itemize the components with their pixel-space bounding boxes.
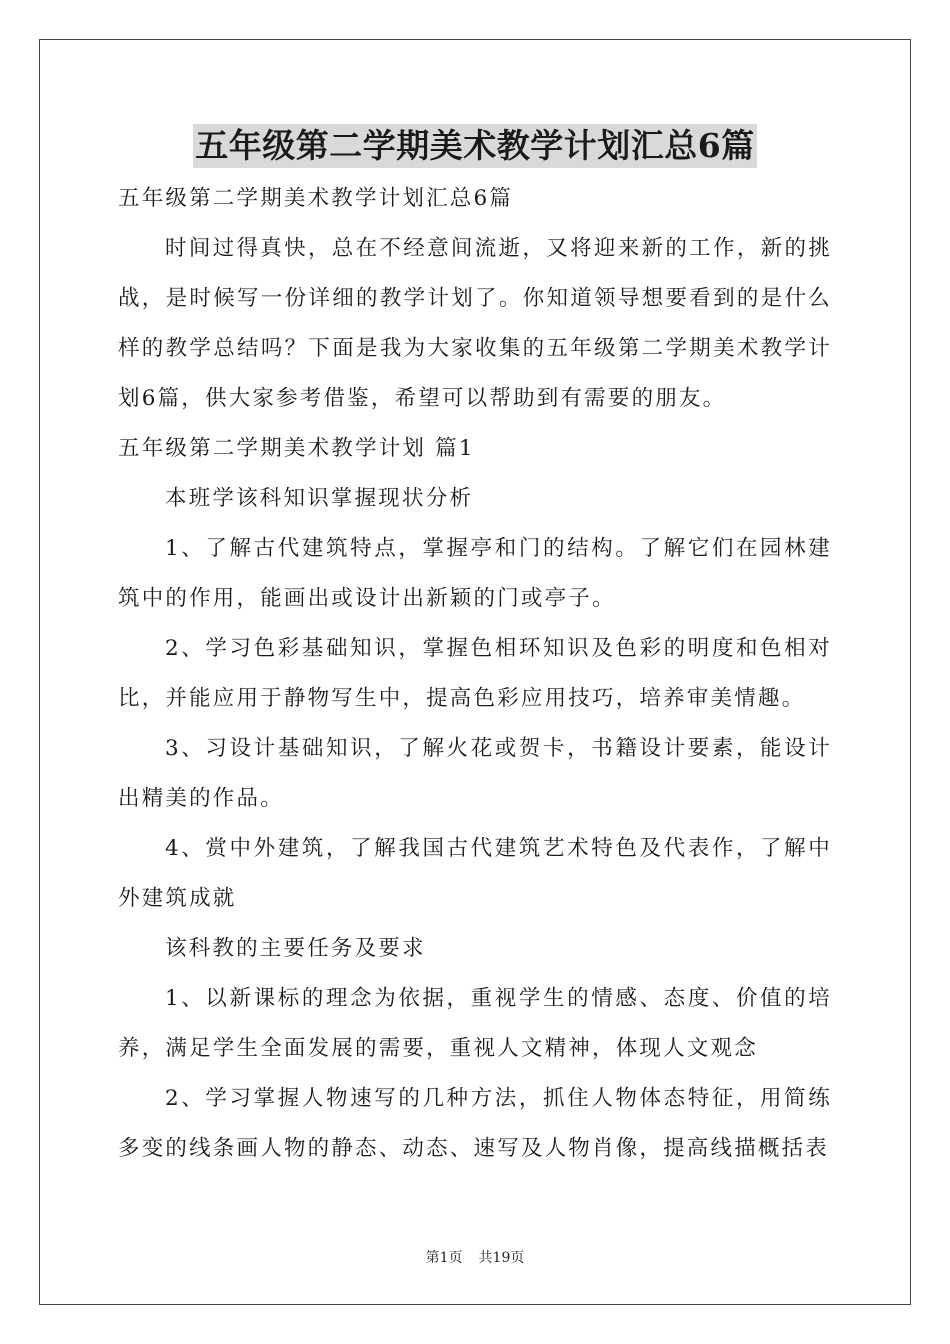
paragraph: 2、学习掌握人物速写的几种方法，抓住人物体态特征，用简练多变的线条画人物的静态、动态、速写及人物肖像，提高线描概括表 [118, 1086, 832, 1161]
paragraph: 3、习设计基础知识，了解火花或贺卡，书籍设计要素，能设计出精美的作品。 [118, 736, 832, 811]
document-title: 五年级第二学期美术教学计划汇总6篇 [193, 124, 756, 168]
paragraph: 1、以新课标的理念为依据，重视学生的情感、态度、价值的培养，满足学生全面发展的需要，重视人文精神，体现人文观念 [118, 986, 832, 1061]
section-heading: 五年级第二学期美术教学计划 篇1 [118, 436, 475, 461]
paragraph: 五年级第二学期美术教学计划汇总6篇 [118, 186, 514, 211]
paragraph: 2、学习色彩基础知识，掌握色相环知识及色彩的明度和色相对比，并能应用于静物写生中，提高色彩应用技巧，培养审美情趣。 [118, 636, 832, 711]
page-number: 第1页 [425, 1250, 463, 1266]
document-body [118, 174, 832, 1174]
paragraph: 该科教的主要任务及要求 [165, 936, 426, 961]
page-total: 共19页 [478, 1250, 525, 1266]
paragraph: 本班学该科知识掌握现状分析 [165, 486, 474, 511]
paragraph: 时间过得真快，总在不经意间流逝，又将迎来新的工作，新的挑战，是时候写一份详细的教学计划了。你知道领导想要看到的是什么样的教学总结吗？下面是我为大家收集的五年级第二学期美术教学计划6篇，供大家参考借鉴，希望可以帮助到有需要的朋友。 [118, 236, 832, 411]
paragraph: 4、赏中外建筑，了解我国古代建筑艺术特色及代表作，了解中外建筑成就 [118, 836, 832, 911]
document-title-wrapper [0, 124, 950, 168]
page-footer [0, 1247, 950, 1267]
paragraph: 1、了解古代建筑特点，掌握亭和门的结构。了解它们在园林建筑中的作用，能画出或设计出新颖的门或亭子。 [118, 536, 832, 611]
